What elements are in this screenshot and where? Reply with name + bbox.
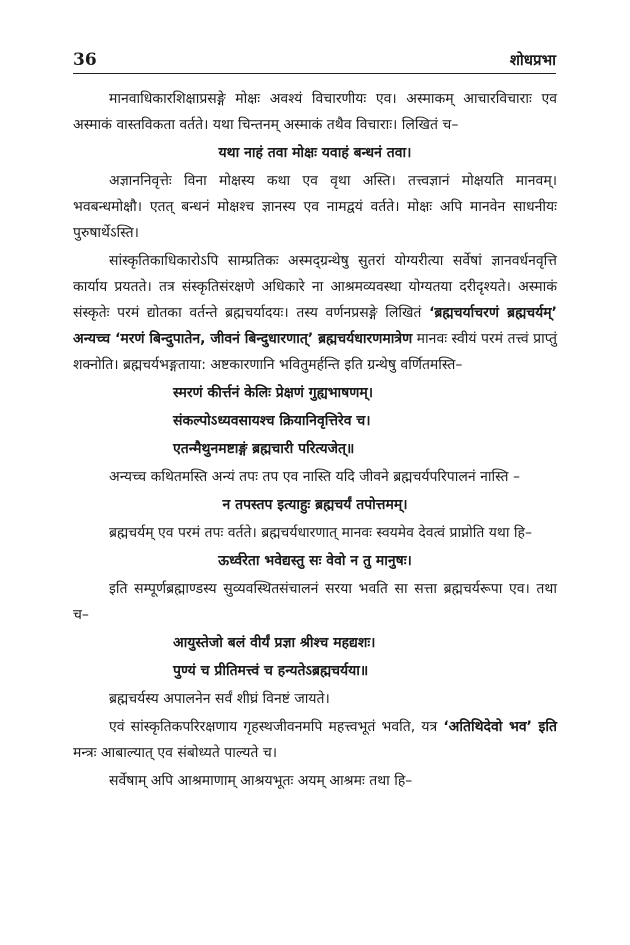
page-number: 36 (73, 50, 97, 70)
paragraph-4: अन्यच्च कथितमस्ति अन्यं तपः तप एव नास्ति यदि जीवने ब्रह्मचर्यपरिपालनं नास्ति – (109, 469, 520, 485)
paragraph-8-quote: ‘अतिथिदेवो भव’ इति (443, 719, 557, 735)
verse-1: यथा नाहं तवा मोक्षः यवाहं बन्धनं तवा। (218, 145, 412, 161)
paragraph-9: सर्वेषाम् अपि आश्रमाणाम् आश्रयभूतः अयम् आश्रमः तथा हि– (109, 773, 413, 789)
paragraph-8 (73, 714, 557, 766)
verse-4: एतन्मैथुनमष्टाङ्गं ब्रह्मचारी परित्यजेत्॥ (173, 441, 355, 457)
verse-5: न तपस्तप इत्याहुः ब्रह्मचर्यं तपोत्तमम्। (222, 497, 408, 513)
paragraph-8-rest: मन्त्रः आबाल्यात् एव संबोध्यते पाल्यते च। (73, 745, 278, 761)
page-body (73, 86, 557, 796)
paragraph-8-text: एवं सांस्कृतिकपरिरक्षणाय गृहस्थजीवनमपि महत्त्वभूतं भवति, यत्र (109, 719, 444, 735)
paragraph-6: इति सम्पूर्णब्रह्माण्डस्य सुव्यवस्थितसंचालनं सरया भवति सा सत्ता ब्रह्मचर्यरूपा एव। तथा च– (73, 581, 557, 623)
paragraph-3-rest: मानवः स्वीयं परमं तत्त्वं प्राप्तुं शक्नोति। ब्रह्मचर्यभङ्गताया: अष्टकारणानि भवितुमर्हन्ति इति ग्रन्थेषु वर्णितमस्ति– (73, 331, 557, 373)
paragraph-3-text: सांस्कृतिकाधिकारोऽपि साम्प्रतिकः अस्मद्ग्रन्थेषु सुतरां योग्यरीत्या सर्वेषां ज्ञानवर्धनवृत्ति कार्याय प्रयतते। तत्र संस्कृतिसंरक्षणे अधिकारे ना आश्रमव्यवस्था योग्यतया दरीदृश्यते। अस्माकं संस्कृतेः परमं द्योतका वर्तन्ते ब्रह्मचर्यादयः। तस्य वर्णनप्रसङ्गे लिखितं (73, 253, 557, 321)
verse-2: स्मरणं कीर्त्तनं केलिः प्रेक्षणं गुह्यभाषणम्। (173, 385, 374, 401)
paragraph-3 (73, 248, 557, 378)
verse-8: पुण्यं च प्रीतिमत्त्वं च हन्यतेऽब्रह्मचर्यया॥ (173, 663, 369, 679)
header-rule (73, 73, 556, 74)
running-header (73, 44, 556, 74)
paragraph-2: अज्ञाननिवृत्तेः विना मोक्षस्य कथा एव वृथा अस्ति। तत्त्वज्ञानं मोक्षयति मानवम्। भवबन्धमोक्षौ। एतत् बन्धनं मोक्षश्च ज्ञानस्य एव नामद्वयं वर्तते। मोक्षः अपि मानवेन साधनीयः पुरुषार्थेऽस्ति। (73, 173, 557, 241)
verse-7: आयुस्तेजो बलं वीर्यं प्रज्ञा श्रीश्च महद्यशः। (173, 635, 376, 651)
journal-title: शोधप्रभा (509, 51, 556, 69)
paragraph-7: ब्रह्मचर्यस्य अपालनेन सर्वं शीघ्रं विनष्टं जायते। (109, 691, 330, 707)
verse-3: संकल्पोऽध्यवसायश्च क्रियानिवृत्तिरेव च। (173, 413, 371, 429)
paragraph-3-quote: ‘ब्रह्मचर्याचरणं ब्रह्मचर्यम्’ अन्यच्च ‘मरणं बिन्दुपातेन, जीवनं बिन्दुधारणात्’ ब्रह्मचर्यधारणमात्रेण (73, 305, 557, 347)
paragraph-5: ब्रह्मचर्यम् एव परमं तपः वर्तते। ब्रह्मचर्यधारणात् मानवः स्वयमेव देवत्वं प्राप्नोति यथा हि– (109, 525, 532, 541)
paragraph-1: मानवाधिकारशिक्षाप्रसङ्गे मोक्षः अवश्यं विचारणीयः एव। अस्माकम् आचारविचाराः एव अस्माकं वास्तविकता वर्तते। यथा चिन्तनम् अस्माकं तथैव विचाराः। लिखितं च– (73, 91, 557, 133)
verse-6: ऊर्ध्वरेता भवेद्यस्तु सः वेवो न तु मानुषः। (218, 553, 412, 569)
